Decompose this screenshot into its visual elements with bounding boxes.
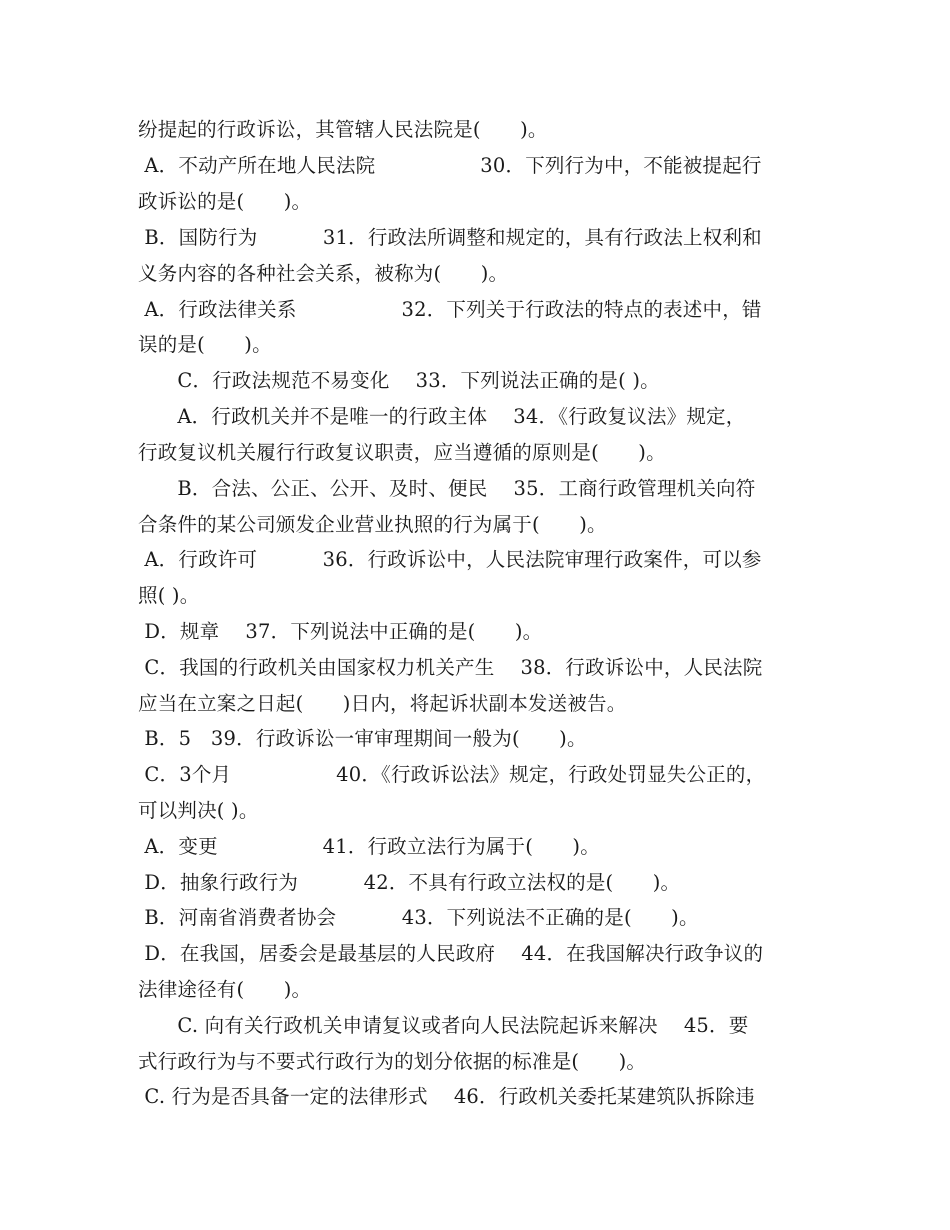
text-line-25: 法律途径有( )。 [138, 978, 312, 1001]
text-line-23: B．河南省消费者协会 43．下列说法不正确的是( )。 [138, 906, 699, 929]
text-line-11: B．合法、公正、公开、及时、便民 35．工商行政管理机关向符 [138, 477, 756, 500]
text-line-14: 照( )。 [138, 584, 200, 607]
text-line-12: 合条件的某公司颁发企业营业执照的行为属于( )。 [138, 513, 607, 536]
text-line-22: D．抽象行政行为 42．不具有行政立法权的是( )。 [138, 871, 681, 894]
text-line-16: C．我国的行政机关由国家权力机关产生 38．行政诉讼中，人民法院 [138, 656, 763, 679]
text-line-28: C. 行为是否具备一定的法律形式 46．行政机关委托某建筑队拆除违 [138, 1085, 755, 1108]
text-line-13: A．行政许可 36．行政诉讼中，人民法院审理行政案件，可以参 [138, 548, 762, 571]
text-line-20: 可以判决( )。 [138, 799, 259, 822]
text-line-4: B．国防行为 31．行政法所调整和规定的，具有行政法上权利和 [138, 226, 762, 249]
text-line-6: A．行政法律关系 32．下列关于行政法的特点的表述中，错 [138, 298, 762, 321]
text-line-15: D．规章 37．下列说法中正确的是( )。 [138, 620, 543, 643]
text-line-19: C．3个月 40．《行政诉讼法》规定，行政处罚显失公正的， [138, 763, 766, 786]
text-line-9: A．行政机关并不是唯一的行政主体 34．《行政复议法》规定， [138, 405, 746, 428]
text-line-21: A．变更 41．行政立法行为属于( )。 [138, 835, 600, 858]
text-line-7: 误的是( )。 [138, 333, 272, 356]
text-line-27: 式行政行为与不要式行政行为的划分依据的标准是( )。 [138, 1050, 647, 1073]
text-line-24: D．在我国，居委会是最基层的人民政府 44．在我国解决行政争议的 [138, 942, 764, 965]
text-line-5: 义务内容的各种社会关系，被称为( )。 [138, 262, 509, 285]
text-line-8: C．行政法规范不易变化 33．下列说法正确的是( )。 [138, 369, 660, 392]
text-line-26: C. 向有关行政机关申请复议或者向人民法院起诉来解决 45．要 [138, 1014, 749, 1037]
text-line-2: A．不动产所在地人民法院 30．下列行为中，不能被提起行 [138, 154, 762, 177]
text-line-10: 行政复议机关履行行政复议职责，应当遵循的原则是( )。 [138, 441, 666, 464]
text-line-18: B．5 39．行政诉讼一审审理期间一般为( )。 [138, 727, 587, 750]
text-line-1: 纷提起的行政诉讼，其管辖人民法院是( )。 [138, 118, 548, 141]
text-line-17: 应当在立案之日起( )日内，将起诉状副本发送被告。 [138, 692, 627, 715]
text-line-3: 政诉讼的是( )。 [138, 190, 312, 213]
